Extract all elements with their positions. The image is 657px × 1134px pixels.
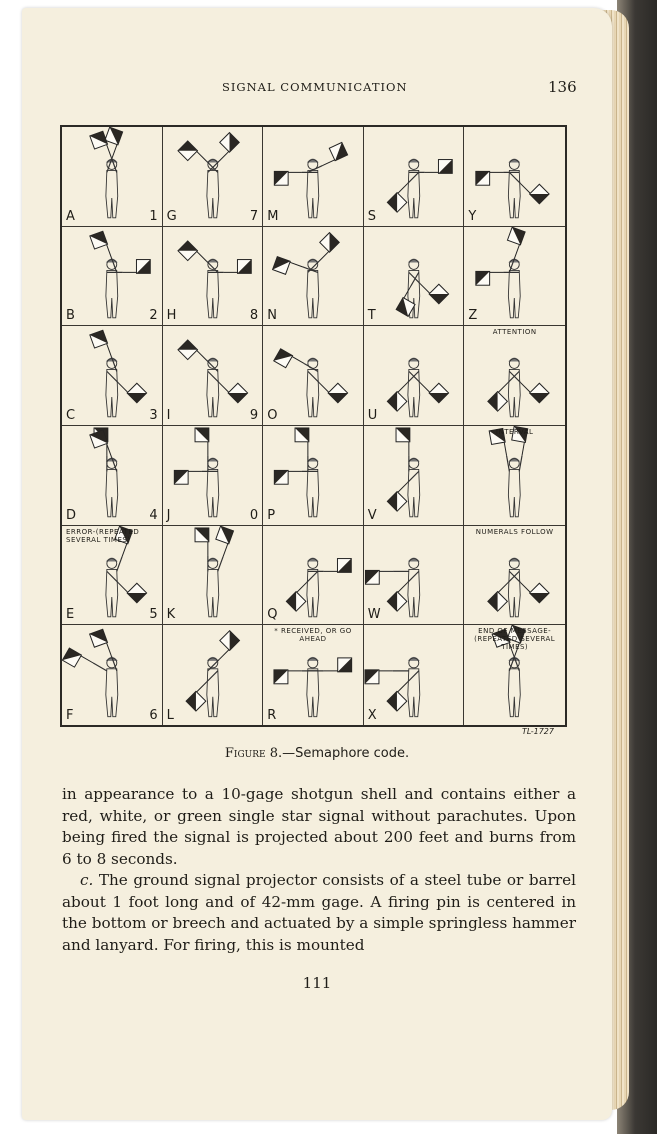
semaphore-cell	[364, 127, 465, 227]
cell-letter: S	[367, 208, 377, 224]
flag-icon	[274, 349, 305, 375]
signalman-icon	[263, 426, 363, 525]
page-number-top: 136	[548, 78, 577, 96]
flag-icon	[62, 648, 93, 674]
flag-icon	[90, 630, 113, 661]
signalman-icon	[263, 526, 363, 625]
paragraph-2-label: c.	[80, 871, 94, 889]
flag-icon	[218, 374, 247, 403]
signalman-icon	[163, 426, 263, 525]
semaphore-figure	[60, 125, 567, 727]
signalman-icon	[263, 326, 363, 425]
flag-icon	[90, 430, 112, 461]
semaphore-cell	[464, 326, 565, 426]
flag-icon	[275, 470, 303, 484]
flag-icon	[178, 241, 207, 270]
signalman-icon	[163, 127, 263, 226]
cell-note: ERROR-(REPEATED SEVERAL TIMES)	[66, 527, 140, 544]
flag-icon	[195, 528, 209, 556]
flag-icon	[387, 183, 416, 212]
signalman-icon	[464, 227, 565, 326]
flag-icon	[476, 271, 504, 285]
page-number-bottom: 111	[302, 974, 332, 992]
semaphore-cell	[464, 526, 565, 626]
cell-letter: Q	[267, 607, 278, 623]
cell-number: 5	[149, 607, 158, 623]
semaphore-cell	[62, 526, 163, 626]
flag-icon	[123, 259, 151, 273]
flag-icon	[317, 142, 348, 166]
cell-letter: T	[367, 308, 376, 324]
signalman-icon	[263, 227, 363, 326]
flag-icon	[195, 428, 209, 456]
signalman-icon	[163, 227, 263, 326]
signalman-icon	[364, 127, 464, 226]
cell-letter: U	[367, 407, 378, 423]
signalman-icon	[364, 426, 464, 525]
cell-letter: X	[367, 707, 377, 723]
semaphore-cell	[364, 227, 465, 327]
flag-icon	[387, 582, 416, 611]
signalman-icon	[163, 326, 263, 425]
flag-icon	[90, 331, 112, 362]
semaphore-cell	[62, 426, 163, 526]
flag-icon	[520, 174, 549, 203]
body-text	[62, 784, 576, 956]
paragraph-1: in appearance to a 10-gage shotgun shell and contains either a red, white, or green single star signal without parachutes. Upon being fired the signal is projected about 200 feet and burns from 6 to 8 seconds.	[62, 785, 576, 868]
flag-icon	[503, 227, 525, 258]
semaphore-cell	[364, 526, 465, 626]
semaphore-cell	[163, 426, 264, 526]
cell-letter: L	[166, 707, 174, 723]
flag-icon	[275, 171, 303, 185]
flag-icon	[387, 382, 416, 411]
cell-note: INTERVAL	[495, 427, 534, 436]
cell-note: ATTENTION	[492, 328, 537, 337]
cell-letter: B	[66, 308, 75, 324]
signalman-icon	[364, 625, 464, 725]
flag-icon	[319, 374, 348, 403]
cell-letter: E	[66, 607, 75, 623]
flag-icon	[287, 582, 316, 611]
semaphore-cell	[263, 625, 364, 725]
signalman-icon	[62, 426, 162, 525]
cell-number: 3	[149, 407, 158, 423]
semaphore-cell	[62, 326, 163, 426]
semaphore-cell	[464, 227, 565, 327]
semaphore-cell	[263, 227, 364, 327]
flag-icon	[186, 682, 216, 712]
flag-icon	[178, 340, 207, 369]
signalman-icon	[62, 625, 162, 725]
cell-number: 8	[249, 308, 259, 324]
signalman-icon	[464, 326, 565, 425]
cell-note: * RECEIVED, OR GO AHEAD	[274, 627, 352, 644]
book-page	[22, 8, 612, 1120]
signalman-icon	[364, 326, 464, 425]
flag-icon	[365, 570, 393, 584]
cell-number: 6	[149, 707, 158, 723]
semaphore-cell	[163, 526, 264, 626]
cell-number: 4	[149, 507, 158, 523]
signalman-icon	[163, 625, 263, 725]
cell-letter: C	[66, 407, 76, 423]
flag-icon	[387, 682, 417, 712]
semaphore-cell	[263, 127, 364, 227]
signalman-icon	[464, 526, 565, 625]
cell-letter: F	[66, 707, 74, 723]
flag-icon	[90, 231, 112, 262]
flag-icon	[274, 670, 302, 684]
semaphore-cell	[163, 127, 264, 227]
flag-icon	[488, 582, 517, 611]
flag-icon	[520, 573, 549, 602]
semaphore-cell	[163, 227, 264, 327]
signalman-icon	[464, 127, 565, 226]
cell-letter: O	[267, 407, 278, 423]
semaphore-cell	[364, 426, 465, 526]
cell-number: 7	[249, 208, 259, 224]
cell-letter: R	[267, 707, 277, 723]
paragraph-2	[62, 870, 576, 956]
running-head: SIGNAL COMMUNICATION	[222, 80, 408, 94]
cell-letter: D	[66, 507, 77, 523]
flag-icon	[419, 274, 448, 303]
semaphore-cell	[464, 127, 565, 227]
semaphore-cell	[464, 625, 565, 725]
flag-icon	[223, 259, 251, 273]
cell-letter: N	[267, 308, 277, 324]
signalman-icon	[163, 526, 263, 625]
cell-letter: M	[267, 208, 279, 224]
cell-note: END OF MESSAGE-(REPEATED SEVERAL TIMES)	[474, 627, 556, 652]
flag-icon	[324, 658, 352, 672]
cell-letter: G	[166, 208, 177, 224]
flag-icon	[117, 374, 146, 403]
flag-icon	[210, 133, 239, 162]
signalman-icon	[464, 426, 565, 525]
cell-letter: W	[367, 607, 381, 623]
figure-id-mark: TL-1727	[522, 727, 554, 736]
flag-icon	[174, 470, 202, 484]
flag-icon	[520, 374, 549, 403]
cell-number: 1	[149, 208, 158, 224]
flag-icon	[365, 670, 393, 684]
flag-icon	[178, 141, 207, 170]
flag-icon	[273, 256, 304, 278]
cell-letter: A	[66, 208, 75, 224]
signalman-icon	[62, 127, 162, 226]
cell-letter: Z	[468, 308, 478, 324]
cell-number: 0	[249, 507, 259, 523]
semaphore-cell	[163, 625, 264, 725]
flag-icon	[310, 232, 339, 261]
semaphore-cell	[263, 326, 364, 426]
flag-icon	[295, 428, 309, 456]
cell-number: 2	[149, 308, 158, 324]
cell-letter: H	[166, 308, 177, 324]
semaphore-cell	[364, 326, 465, 426]
caption-text: —Semaphore code.	[282, 746, 410, 761]
cell-letter: Y	[468, 208, 477, 224]
cell-letter: J	[166, 507, 171, 523]
flag-icon	[419, 374, 448, 403]
flag-icon	[387, 482, 416, 511]
flag-icon	[396, 428, 410, 456]
semaphore-cell	[163, 326, 264, 426]
cell-letter: V	[367, 507, 377, 523]
cell-letter: K	[166, 607, 176, 623]
flag-icon	[211, 526, 233, 557]
figure-caption	[22, 746, 612, 761]
signalman-icon	[364, 227, 464, 326]
cell-letter: P	[267, 507, 276, 523]
cell-letter: I	[166, 407, 171, 423]
flag-icon	[117, 573, 146, 602]
semaphore-cell	[364, 625, 465, 725]
signalman-icon	[62, 227, 162, 326]
signalman-icon	[62, 326, 162, 425]
cell-note: NUMERALS FOLLOW	[475, 527, 554, 536]
caption-prefix: Figure 8.	[224, 746, 283, 761]
flag-icon	[210, 631, 240, 661]
flag-icon	[488, 382, 517, 411]
semaphore-cell	[464, 426, 565, 526]
flag-icon	[476, 171, 504, 185]
paragraph-2-text: The ground signal projector consists of a steel tube or barrel about 1 foot long and of 42-mm gage. A firing pin is centered in the bottom or breech and actuated by a simple springless hammer and lanyard. For firing, this is mounted	[62, 871, 576, 954]
semaphore-cell	[263, 526, 364, 626]
flag-icon	[424, 160, 452, 174]
semaphore-cell	[62, 227, 163, 327]
flag-icon	[324, 558, 352, 572]
cell-number: 9	[249, 407, 259, 423]
semaphore-cell	[62, 625, 163, 725]
semaphore-cell	[62, 127, 163, 227]
semaphore-cell	[263, 426, 364, 526]
